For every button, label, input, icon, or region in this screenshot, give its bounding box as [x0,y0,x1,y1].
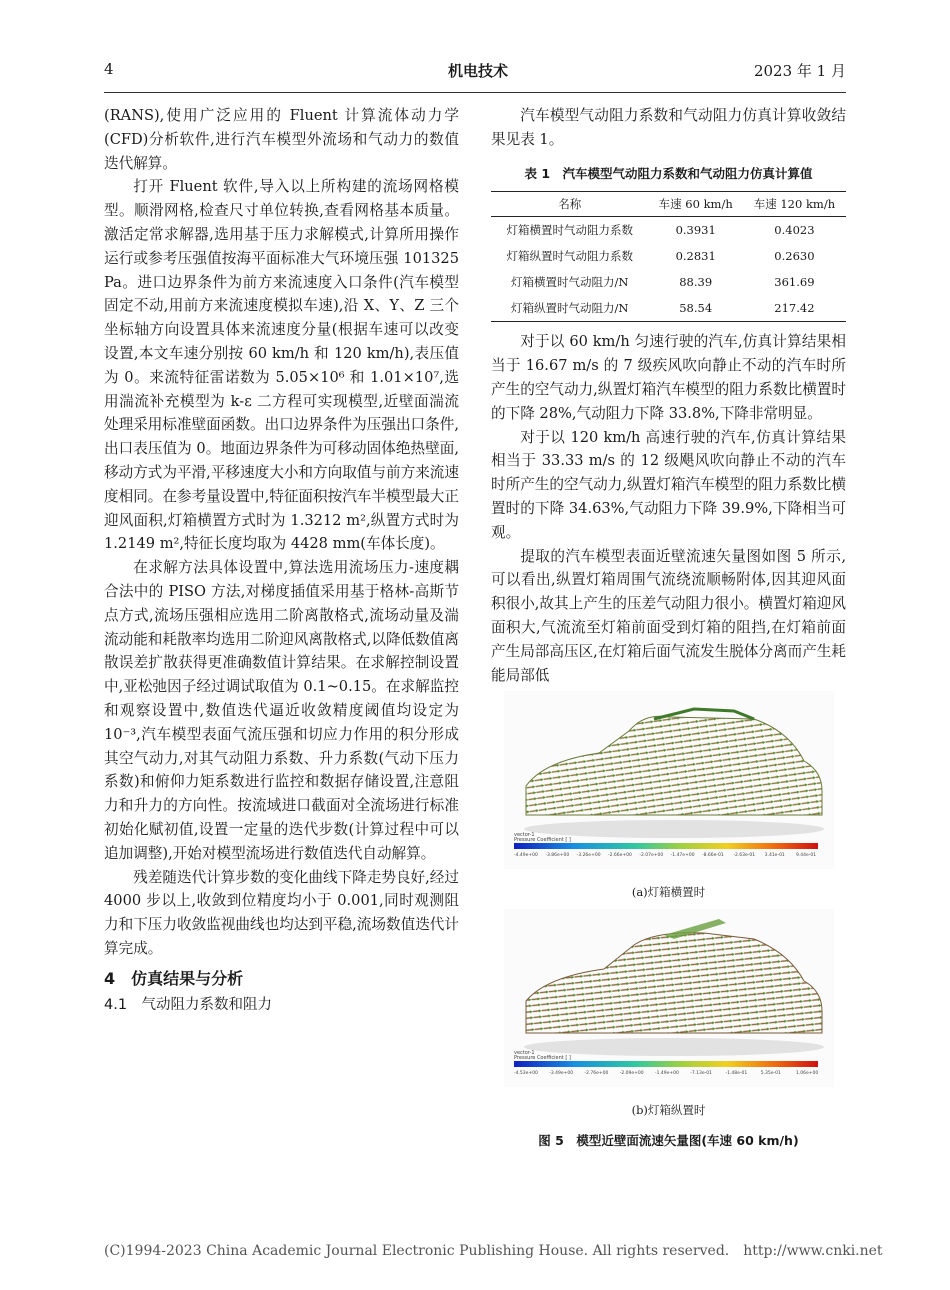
figure-5a [504,691,834,905]
paragraph: 对于以 120 km/h 高速行驶的汽车,仿真计算结果相当于 33.33 m/s 的 12 级飓风吹向静止不动的汽车时所产生的空气动力,纵置灯箱汽车模型的阻力系数比横置时的下降 34.63%,气动阻力下降 39.9%,下降相当可观。 [491,428,846,541]
legend-subtitle: Pressure Coefficient [ ] [513,837,571,844]
vector-plot-vertical-lightbox [504,909,834,1087]
legend-ticks [514,1070,818,1076]
table-cell: 217.42 [774,301,815,316]
legend-tick-label: -4.49e+00 [513,853,538,859]
results-table [491,191,846,322]
table-header-row [491,192,846,217]
column-header: 名称 [491,192,649,217]
legend-tick-label: -2.76e+00 [584,1070,608,1076]
copyright-footer: (C)1994-2023 China Academic Journal Electronic Publishing House. All rights reserved. http://www.cnki.net [104,1243,883,1259]
legend-tick-label: -1.48e-01 [725,1070,747,1076]
journal-name: 机电技术 [448,62,509,80]
figure-caption-b: (b)灯箱纵置时 [631,1102,706,1117]
paragraph: (RANS),使用广泛应用的 Fluent 计算流体动力学(CFD)分析软件,进行汽车模型外流场和气动力的数值迭代解算。 [104,107,459,172]
paragraph: 打开 Fluent 软件,导入以上所构建的流场网格模型。顺滑网格,检查尺寸单位转换,查看网格基本质量。激活定常求解器,选用基于压力求解模式,计算所用操作运行或参考压强值按海平面标准大气环境压强 101325 Pa。进口边界条件为前方来流速度入口条件(汽车模型固定不动,用前方来流速度模拟车速),沿 X、Y、Z 三个坐标轴方向设置具体来流速度分量(根据车速可以改变设置,本文车速分别按 60 km/h 和 120 km/h),表压值为 0。来流特征雷诺数为 5.05×10⁶ 和 1.01×10⁷,选用湍流补充模型为 k-ε 二方程可实现模型,近壁面湍流处理采用标准壁面函数。出口边界条件为压强出口条件,出口表压值为 0。地面边界条件为可移动固体绝热壁面,移动方式为平滑,平移速度大小和方向取值与前方来流速度相同。在参考量设置中,特征面积按汽车半模型最大正迎风面积,灯箱横置方式时为 1.3212 m²,纵置方式时为 1.2149 m²,特征长度均取为 4428 mm(车体长度)。 [104,178,459,553]
legend-tick-label: -3.86e+00 [544,853,569,859]
table-caption: 表 1 汽车模型气动阻力系数和气动阻力仿真计算值 [524,165,813,181]
legend-tick-label: -3.49e+00 [548,1070,573,1076]
header-rule [104,92,846,93]
table-cell: 0.4023 [774,223,815,238]
paragraph: 在求解方法具体设置中,算法选用流场压力-速度耦合法中的 PISO 方法,对梯度插值采用基于格林-高斯节点方式,流场压强相应选用二阶离散格式,流场动量及湍流动能和耗散率均选用二阶迎风离散格式,以降低数值离散误差扩散获得更准确数值计算结果。在求解控制设置中,亚松弛因子经过调试取值为 0.1~0.15。在求解监控和观察设置中,数值迭代逼近收敛精度阈值均设定为 10⁻³,汽车模型表面气流压强和切应力作用的积分形成其空气动力,对其气动阻力系数、升力系数(气动下压力系数)和俯仰力矩系数进行监控和数据存储设置,注意阻力和升力的方向性。按流域进口截面对全流场进行标准初始化赋初值,设置一定量的迭代步数(计算过程中可以追加调整),开始对模型流场进行数值迭代自动解算。 [104,559,459,862]
paragraph: 提取的汽车模型表面近壁流速矢量图如图 5 所示,可以看出,纵置灯箱周围气流绕流顺畅附体,因其迎风面积很小,故其上产生的压差气动阻力很小。横置灯箱迎风面积大,气流流至灯箱前面受到灯箱的阻挡,在灯箱前面产生局部高压区,在灯箱后面气流发生脱体分离而产生耗能局部低 [491,547,846,684]
legend-tick-label: -2.07e+00 [638,853,663,859]
table-row [491,243,846,269]
legend-tick-label: -3.26e+00 [576,853,601,859]
table-cell: 88.39 [679,275,713,290]
table-cell: 灯箱纵置时气动阻力系数 [506,249,634,264]
column-header: 车速 120 km/h [743,192,846,217]
section-heading: 4 仿真结果与分析 [104,968,244,988]
legend-tick-label: -1.47e+00 [670,853,695,859]
table-cell: 0.3931 [675,223,716,238]
legend-tick-label: 3.41e-01 [764,853,785,859]
table-cell: 灯箱纵置时气动阻力/N [511,301,629,316]
issue-date: 2023 年 1 月 [753,62,846,80]
figure-5-caption: 图 5 模型近壁面流速矢量图(车速 60 km/h) [538,1132,799,1148]
subsection-heading: 4.1 气动阻力系数和阻力 [104,997,273,1014]
figure-5b [504,909,834,1123]
legend-tick-label: -1.49e+00 [654,1070,679,1076]
legend-tick-label: -8.66e-01 [701,853,724,859]
table-cell: 灯箱横置时气动阻力/N [511,275,629,290]
left-column [104,104,459,1018]
page-number: 4 [104,60,114,78]
figure-caption-a: (a)灯箱横置时 [631,885,706,900]
right-column [491,104,846,1152]
legend-tick-label: -4.53e+00 [513,1070,538,1076]
paragraph: 对于以 60 km/h 匀速行驶的汽车,仿真计算结果相当于 16.67 m/s 的 7 级疾风吹向静止不动的汽车时所产生的空气动力,纵置灯箱汽车模型的阻力系数比横置时的下降 28%,气动阻力下降 33.8%,下降非常明显。 [491,333,846,422]
legend-title: vector-1 [513,1049,535,1056]
table-cell: 0.2630 [774,249,815,264]
table-cell: 灯箱横置时气动阻力系数 [506,223,634,238]
legend-tick-label: -7.13e-01 [689,1070,712,1076]
column-header: 车速 60 km/h [649,192,743,217]
legend-tick-label: 1.06e+00 [795,1070,818,1076]
paragraph: 汽车模型气动阻力系数和气动阻力仿真计算收敛结果见表 1。 [491,107,846,148]
paragraph: 残差随迭代计算步数的变化曲线下降走势良好,经过 4000 步以上,收敛到位精度均小于 0.001,同时观测阻力和下压力收敛监视曲线也均达到平稳,流场数值迭代计算完成。 [104,868,459,957]
table-cell: 0.2831 [675,249,716,264]
legend-tick-label: -2.63e-01 [732,853,755,859]
table-cell: 361.69 [774,275,815,290]
table-row [491,217,846,244]
table-row [491,295,846,322]
legend-tick-label: 9.44e-01 [795,853,816,859]
table-cell: 58.54 [679,301,713,316]
legend-tick-label: 5.35e-01 [760,1070,781,1076]
vector-plot-horizontal-lightbox [504,691,834,869]
legend-title: vector-1 [513,832,535,839]
table-row [491,269,846,295]
legend-tick-label: -2.66e+00 [607,853,632,859]
legend-tick-label: -2.09e+00 [619,1070,644,1076]
legend-subtitle: Pressure Coefficient [ ] [513,1054,571,1061]
